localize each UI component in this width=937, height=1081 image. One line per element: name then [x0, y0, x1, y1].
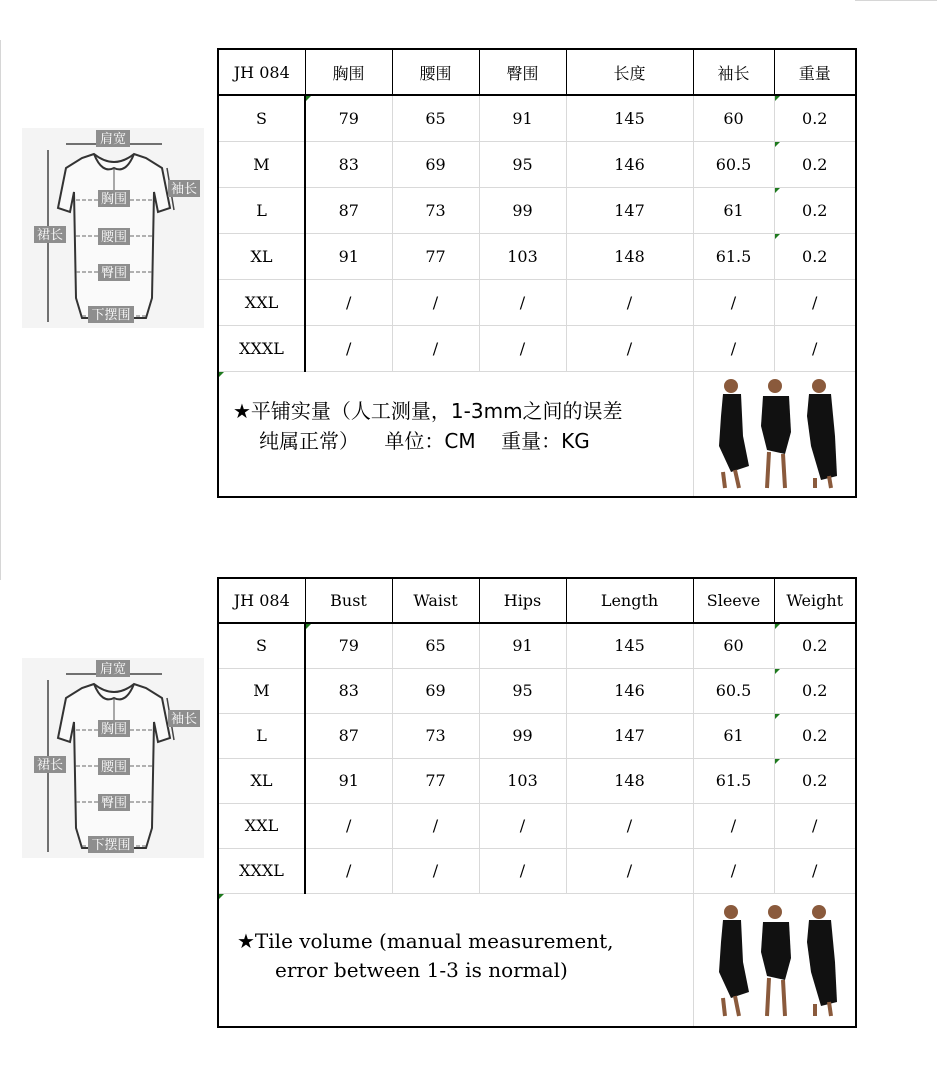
dress-measurement-diagram [22, 658, 204, 858]
hips-cell: 91 [479, 95, 566, 141]
table-row [218, 623, 856, 668]
bust-cell: 83 [305, 141, 392, 187]
sleeve-cell: / [693, 325, 774, 371]
hips-cell: 95 [479, 141, 566, 187]
note-line-2: 纯属正常） 单位：CM 重量：KG [259, 428, 590, 453]
length-cell: 148 [566, 758, 693, 803]
header-weight: 重量 [774, 49, 856, 95]
table-row [218, 325, 856, 371]
label-hip: 臀围 [100, 796, 128, 811]
weight-cell: 0.2 [774, 187, 856, 233]
table-row [218, 279, 856, 325]
length-cell: 145 [566, 623, 693, 668]
bust-cell: / [305, 848, 392, 893]
waist-cell: / [392, 325, 479, 371]
bust-cell: / [305, 325, 392, 371]
weight-cell: 0.2 [774, 95, 856, 141]
length-cell: / [566, 279, 693, 325]
size-table-chinese [217, 48, 857, 498]
note-line-1: ★平铺实量（人工测量，1-3mm之间的误差 [233, 398, 623, 423]
measurement-note [218, 371, 693, 497]
table-row [218, 758, 856, 803]
table-row [218, 141, 856, 187]
label-chest: 胸围 [100, 192, 128, 207]
sleeve-cell: 60 [693, 95, 774, 141]
weight-cell: 0.2 [774, 141, 856, 187]
header-waist: 腰围 [392, 49, 479, 95]
table-row [218, 803, 856, 848]
bust-cell: 91 [305, 758, 392, 803]
sleeve-cell: 61.5 [693, 233, 774, 279]
label-hem: 下摆围 [91, 308, 131, 323]
size-table-english [217, 577, 857, 1028]
size-cell: XXXL [218, 848, 305, 893]
sleeve-cell: 60.5 [693, 668, 774, 713]
weight-cell: 0.2 [774, 623, 856, 668]
header-hips: 臀围 [479, 49, 566, 95]
header-sleeve: Sleeve [693, 578, 774, 623]
sleeve-cell: 61.5 [693, 758, 774, 803]
size-cell: L [218, 187, 305, 233]
weight-cell: 0.2 [774, 758, 856, 803]
label-shoulder: 肩宽 [99, 662, 127, 677]
size-cell: XXL [218, 279, 305, 325]
table-row [218, 187, 856, 233]
label-waist: 腰围 [100, 760, 128, 775]
waist-cell: 73 [392, 187, 479, 233]
label-chest: 胸围 [100, 722, 128, 737]
bust-cell: / [305, 803, 392, 848]
model-photo [693, 371, 856, 497]
size-cell: XXL [218, 803, 305, 848]
weight-cell: / [774, 279, 856, 325]
label-sleeve: 袖长 [170, 182, 198, 197]
header-sleeve: 袖长 [693, 49, 774, 95]
weight-cell: 0.2 [774, 713, 856, 758]
hips-cell: / [479, 848, 566, 893]
model-photo [693, 893, 856, 1027]
header-hips: Hips [479, 578, 566, 623]
label-waist: 腰围 [100, 230, 128, 245]
header-model: JH 084 [218, 578, 305, 623]
weight-cell: / [774, 848, 856, 893]
size-cell: XXXL [218, 325, 305, 371]
hips-cell: 91 [479, 623, 566, 668]
weight-cell: 0.2 [774, 668, 856, 713]
weight-cell: / [774, 803, 856, 848]
length-cell: 146 [566, 141, 693, 187]
table-row [218, 713, 856, 758]
bust-cell: 87 [305, 713, 392, 758]
length-cell: / [566, 848, 693, 893]
hips-cell: 99 [479, 713, 566, 758]
length-cell: 146 [566, 668, 693, 713]
sleeve-cell: / [693, 848, 774, 893]
size-cell: XL [218, 233, 305, 279]
hips-cell: 95 [479, 668, 566, 713]
label-shoulder: 肩宽 [99, 132, 127, 147]
sleeve-cell: / [693, 279, 774, 325]
hips-cell: / [479, 803, 566, 848]
sleeve-cell: 60.5 [693, 141, 774, 187]
dress-measurement-diagram [22, 128, 204, 328]
size-cell: M [218, 668, 305, 713]
header-row [218, 49, 856, 95]
bust-cell: 79 [305, 95, 392, 141]
note-line-2: error between 1-3 is normal) [275, 957, 568, 982]
sleeve-cell: 61 [693, 187, 774, 233]
length-cell: 148 [566, 233, 693, 279]
sleeve-cell: / [693, 803, 774, 848]
waist-cell: 65 [392, 95, 479, 141]
label-skirt-length: 裙长 [36, 758, 64, 773]
length-cell: 147 [566, 713, 693, 758]
bust-cell: 87 [305, 187, 392, 233]
length-cell: / [566, 803, 693, 848]
hips-cell: / [479, 325, 566, 371]
waist-cell: / [392, 279, 479, 325]
table-row [218, 848, 856, 893]
length-cell: 145 [566, 95, 693, 141]
header-bust: Bust [305, 578, 392, 623]
waist-cell: 69 [392, 141, 479, 187]
measurement-note [218, 893, 693, 1027]
bust-cell: 91 [305, 233, 392, 279]
hips-cell: / [479, 279, 566, 325]
size-cell: S [218, 623, 305, 668]
note-row [218, 371, 856, 497]
bust-cell: 83 [305, 668, 392, 713]
waist-cell: 77 [392, 233, 479, 279]
weight-cell: 0.2 [774, 233, 856, 279]
size-cell: S [218, 95, 305, 141]
model-photo-image [699, 372, 849, 492]
header-length: Length [566, 578, 693, 623]
model-photo-image [699, 896, 849, 1020]
table-row [218, 95, 856, 141]
size-cell: XL [218, 758, 305, 803]
hips-cell: 99 [479, 187, 566, 233]
table-row [218, 233, 856, 279]
waist-cell: / [392, 803, 479, 848]
length-cell: 147 [566, 187, 693, 233]
header-bust: 胸围 [305, 49, 392, 95]
sleeve-cell: 60 [693, 623, 774, 668]
bust-cell: / [305, 279, 392, 325]
size-chart-chinese [0, 0, 937, 540]
label-hip: 臀围 [100, 266, 128, 281]
waist-cell: 73 [392, 713, 479, 758]
size-cell: L [218, 713, 305, 758]
note-row [218, 893, 856, 1027]
header-row [218, 578, 856, 623]
label-hem: 下摆围 [91, 838, 131, 853]
length-cell: / [566, 325, 693, 371]
waist-cell: 69 [392, 668, 479, 713]
header-model: JH 084 [218, 49, 305, 95]
size-cell: M [218, 141, 305, 187]
hips-cell: 103 [479, 758, 566, 803]
waist-cell: 65 [392, 623, 479, 668]
note-line-1: ★Tile volume (manual measurement, [237, 928, 614, 953]
bust-cell: 79 [305, 623, 392, 668]
waist-cell: / [392, 848, 479, 893]
weight-cell: / [774, 325, 856, 371]
waist-cell: 77 [392, 758, 479, 803]
header-length: 长度 [566, 49, 693, 95]
label-skirt-length: 裙长 [36, 228, 64, 243]
header-waist: Waist [392, 578, 479, 623]
hips-cell: 103 [479, 233, 566, 279]
table-row [218, 668, 856, 713]
sleeve-cell: 61 [693, 713, 774, 758]
header-weight: Weight [774, 578, 856, 623]
size-chart-english [0, 540, 937, 1081]
label-sleeve: 袖长 [170, 712, 198, 727]
